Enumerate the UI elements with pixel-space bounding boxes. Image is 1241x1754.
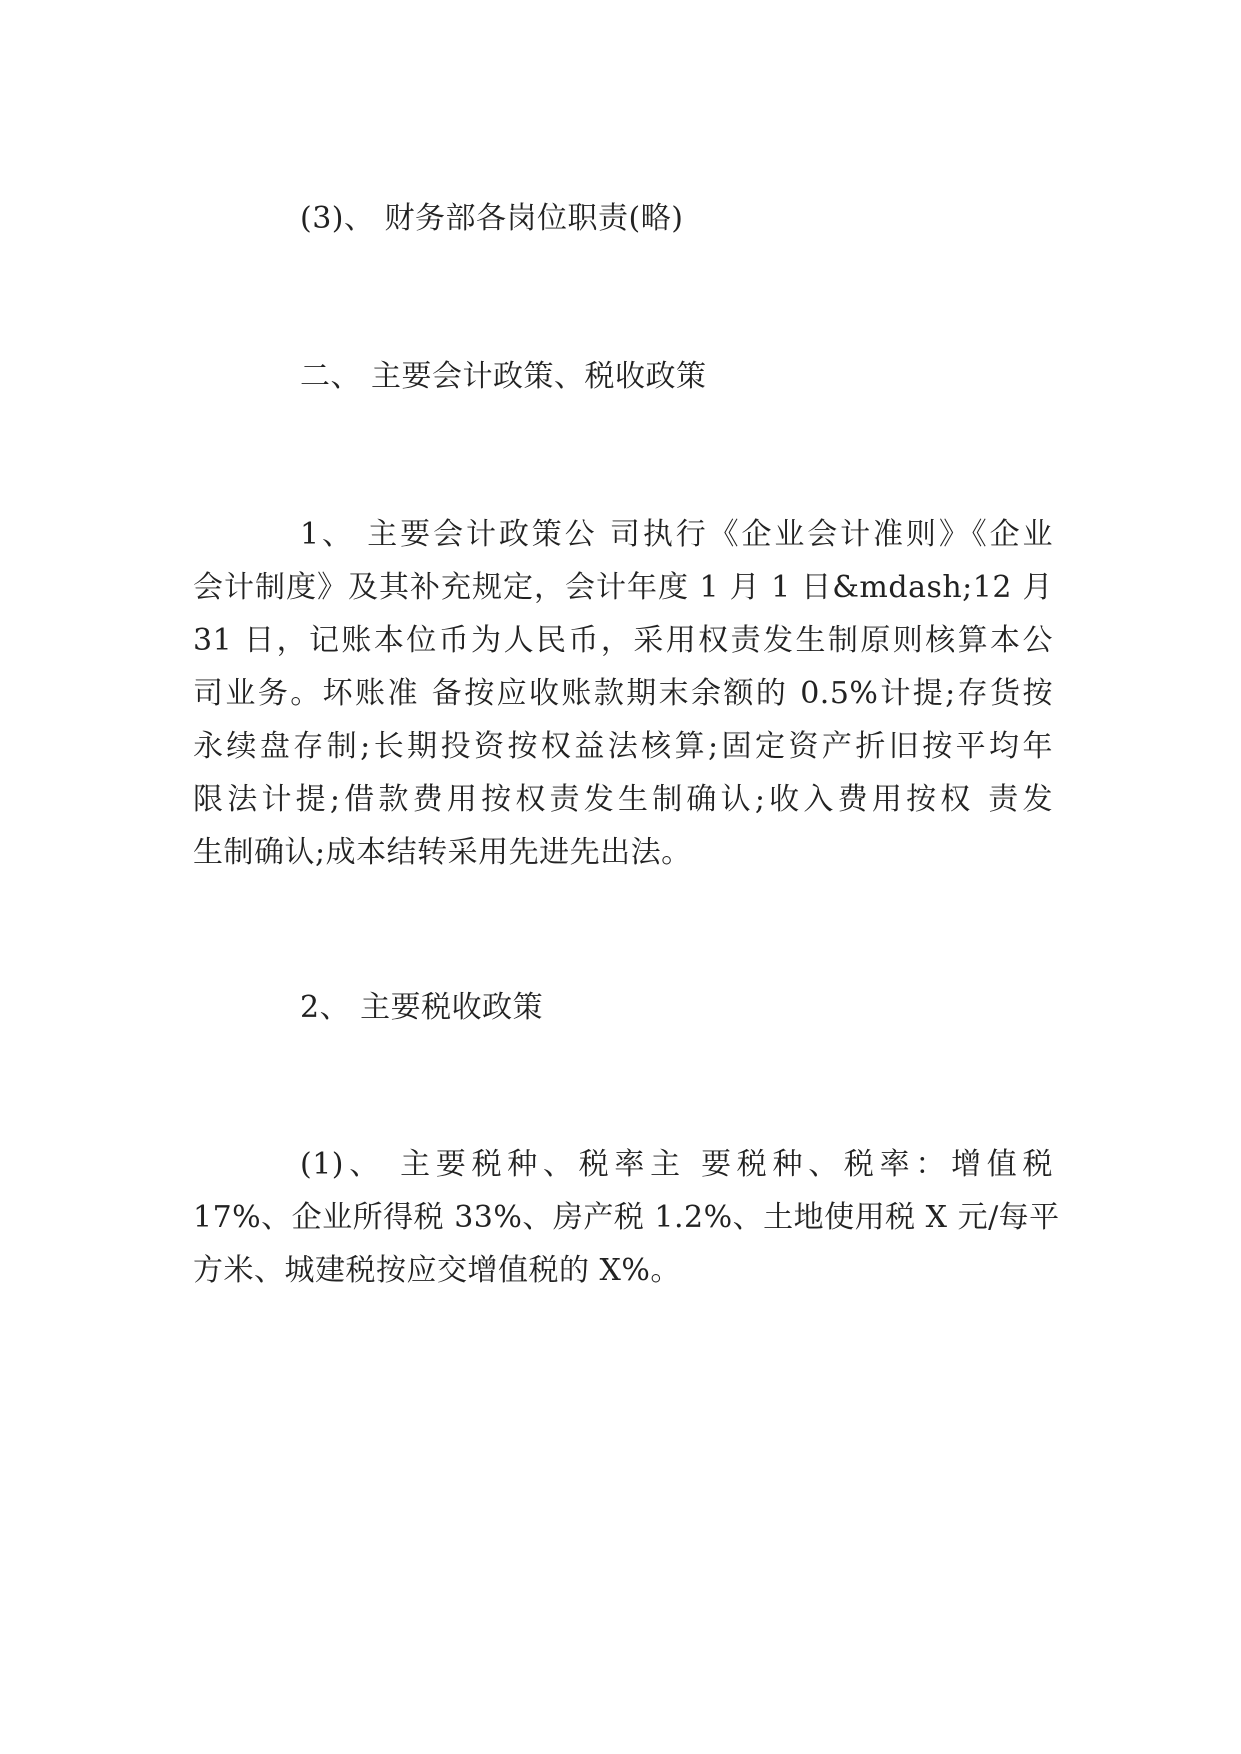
item-3-title: (3)、 财务部各岗位职责(略) bbox=[300, 201, 684, 236]
subsection-2-2-title: 2、 主要税收政策 bbox=[300, 990, 544, 1025]
paragraph-line: (1)、 主要税种、税率主 要税种、税率：增值税 bbox=[300, 1147, 1053, 1182]
paragraph-line: 永续盘存制;长期投资按权益法核算;固定资产折旧按平均年 bbox=[193, 729, 1053, 764]
paragraph-line: 31 日，记账本位币为人民币，采用权责发生制原则核算本公 bbox=[193, 623, 1053, 658]
section-2-title: 二、 主要会计政策、税收政策 bbox=[300, 359, 707, 394]
paragraph-line: 方米、城建税按应交增值税的 X%。 bbox=[193, 1253, 681, 1288]
paragraph-line: 1、 主要会计政策公 司执行《企业会计准则》《企业 bbox=[300, 517, 1053, 552]
paragraph-line: 17%、企业所得税 33%、房产税 1.2%、土地使用税 X 元/每平 bbox=[193, 1200, 1060, 1235]
paragraph-line: 会计制度》及其补充规定，会计年度 1 月 1 日&mdash;12 月 bbox=[193, 570, 1053, 605]
paragraph-line: 限法计提;借款费用按权责发生制确认;收入费用按权 责发 bbox=[193, 782, 1053, 817]
paragraph-line: 司业务。坏账准 备按应收账款期末余额的 0.5%计提;存货按 bbox=[193, 676, 1053, 711]
paragraph-line: 生制确认;成本结转采用先进先出法。 bbox=[193, 835, 692, 870]
